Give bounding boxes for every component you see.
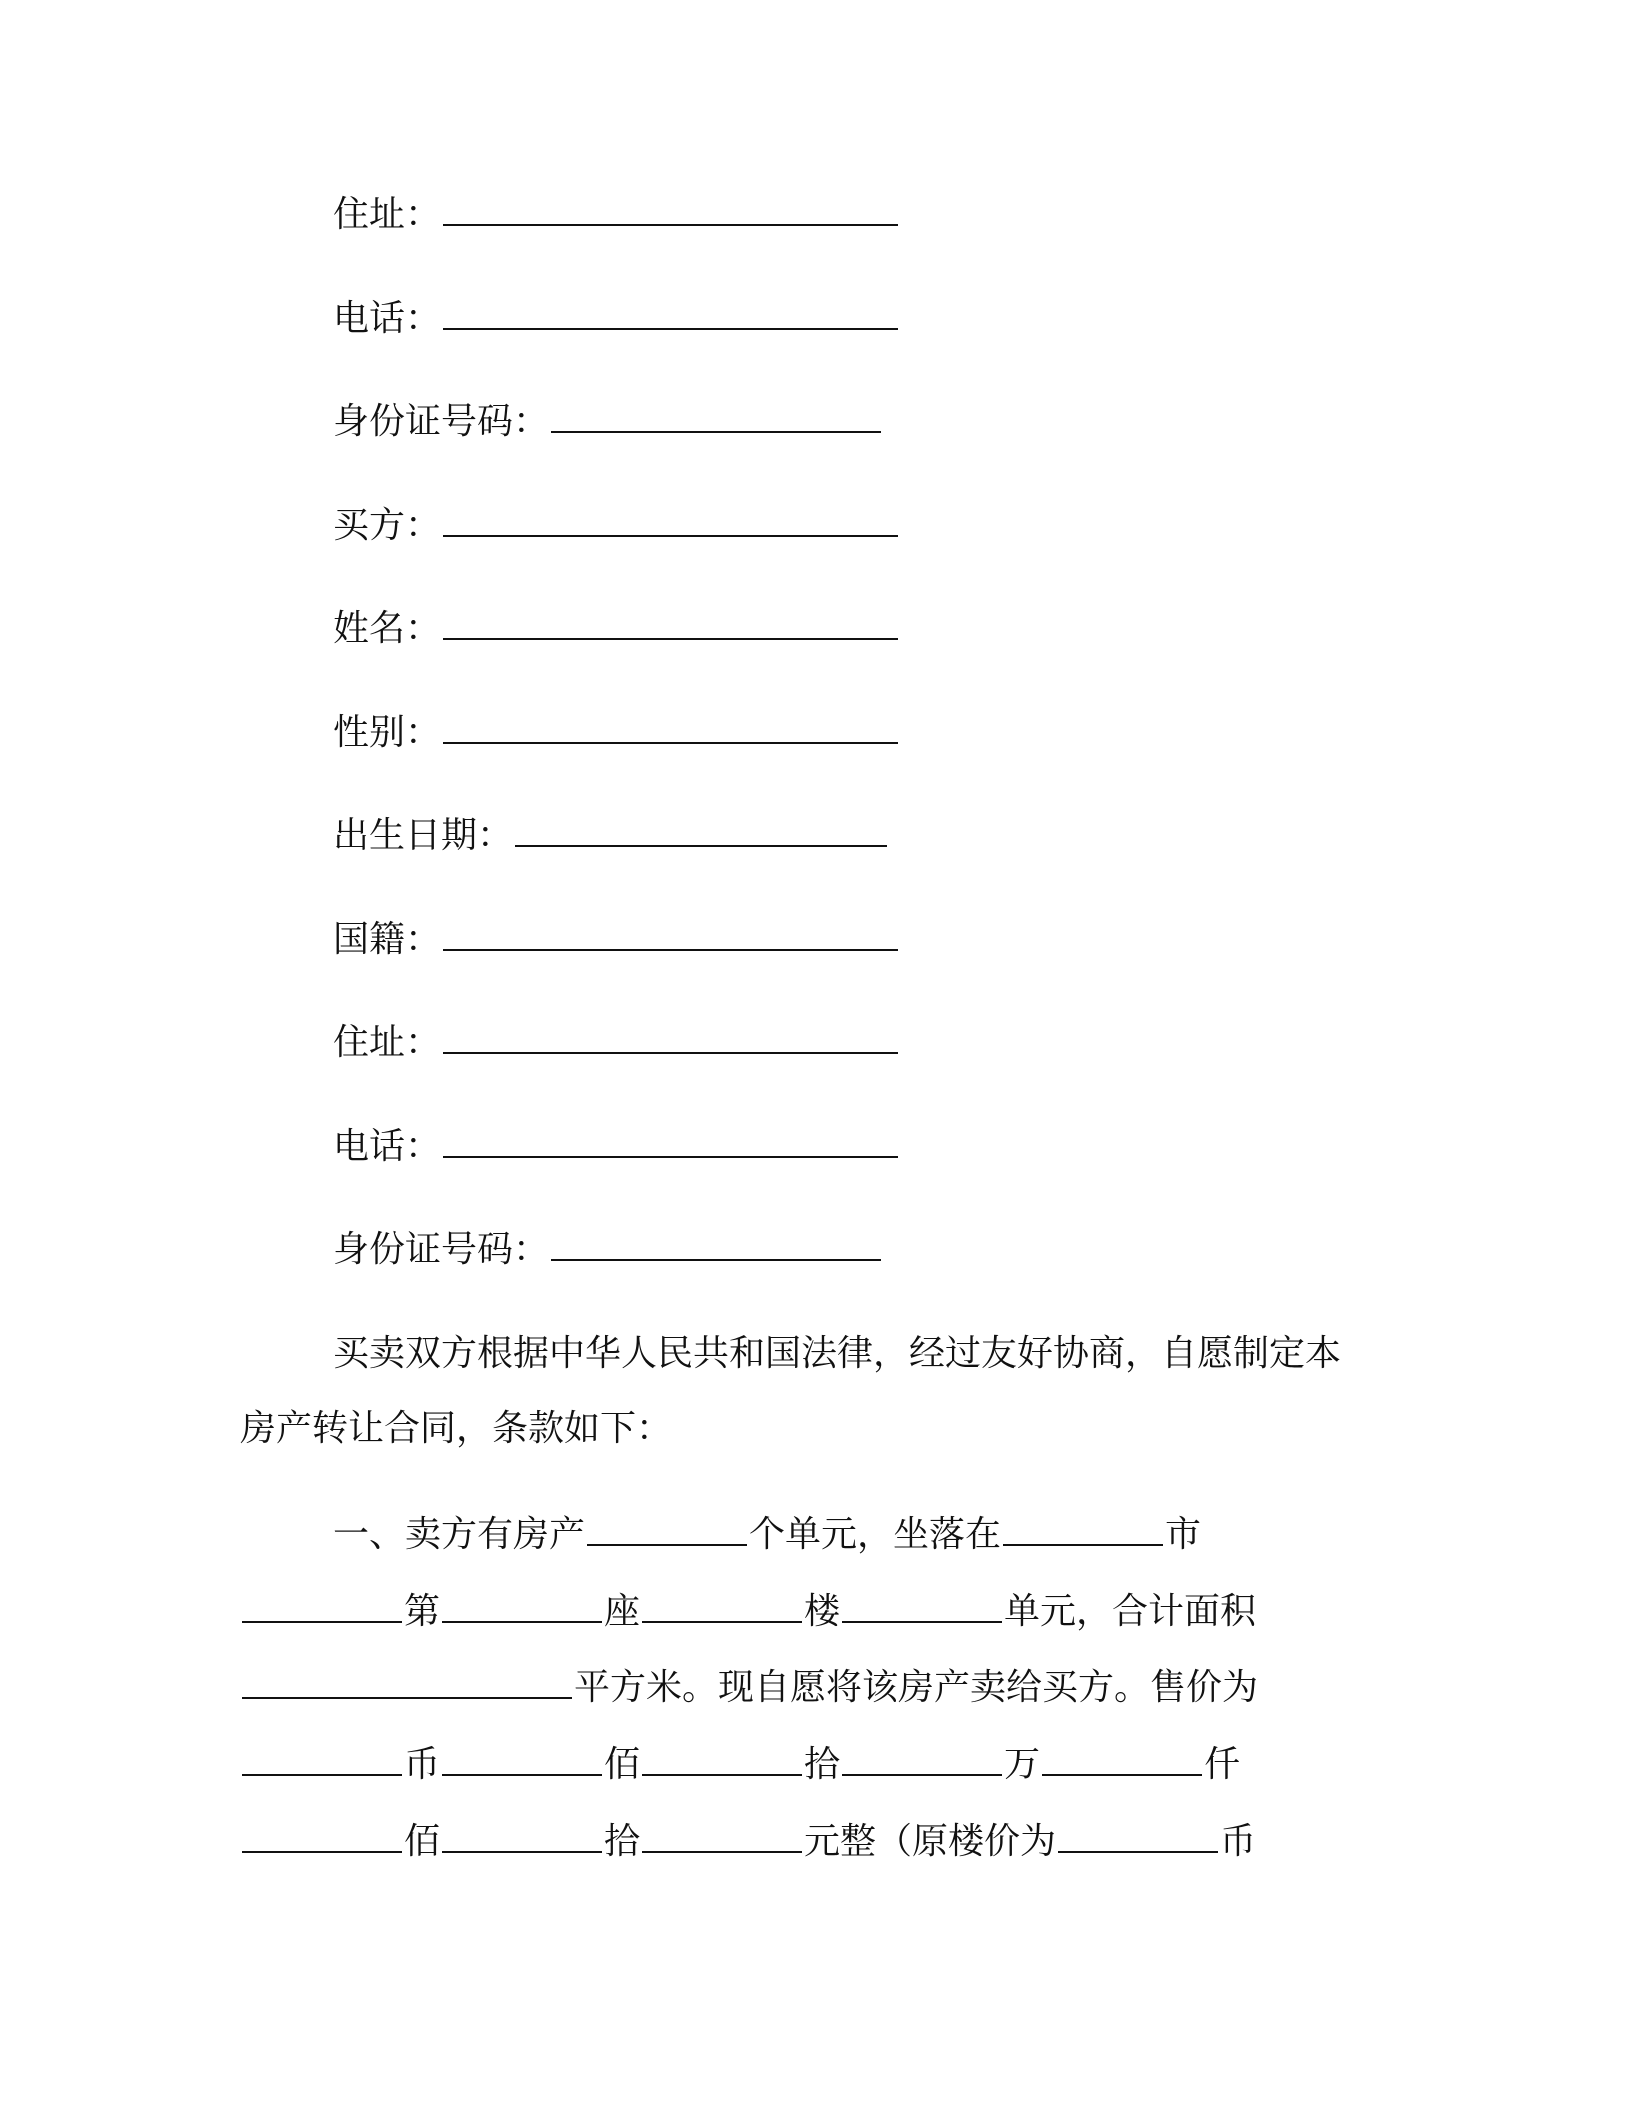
field-label: 电话： [333,1126,442,1167]
clause-1-line-4 [240,1741,1240,1789]
blank-line [842,1744,1002,1776]
field-label: 住址： [333,1022,442,1063]
blank-line [443,608,898,640]
clause-1-line-1 [333,1511,1201,1559]
field-label: 国籍： [333,919,442,960]
field-label: 住址： [333,194,442,235]
clause-text: 币 [404,1744,441,1785]
field-label: 电话： [333,298,442,339]
intro-paragraph-line-1 [333,1330,1341,1378]
blank-line [515,815,887,847]
blank-line [442,1821,602,1853]
clause-text: 佰 [404,1821,441,1862]
blank-line [443,194,898,226]
id-number-field-2 [333,1226,883,1274]
blank-line [587,1514,747,1546]
blank-line [242,1821,402,1853]
blank-line [242,1667,572,1699]
clause-text: 元整（原楼价为 [804,1821,1057,1862]
field-label: 身份证号码： [333,1229,550,1270]
field-label: 姓名： [333,608,442,649]
blank-line [443,505,898,537]
blank-line [551,401,881,433]
clause-text: 第 [404,1591,441,1632]
clause-text: 座 [604,1591,641,1632]
blank-line [642,1744,802,1776]
blank-line [442,1744,602,1776]
phone-field-1 [333,295,900,343]
blank-line [242,1591,402,1623]
clause-text: 佰 [604,1744,641,1785]
clause-text: 市 [1165,1514,1202,1555]
blank-line [1003,1514,1163,1546]
name-field [333,605,900,653]
blank-line [443,1022,898,1054]
blank-line [242,1744,402,1776]
blank-line [443,298,898,330]
blank-line [551,1229,881,1261]
clause-text: 楼 [804,1591,841,1632]
address-field-1 [333,191,900,239]
field-label: 买方： [333,505,442,546]
clause-text: 币 [1220,1821,1257,1862]
clause-1-line-2 [240,1588,1256,1636]
clause-text: 一、卖方有房产 [333,1514,586,1555]
field-label: 身份证号码： [333,401,550,442]
clause-text: 拾 [604,1821,641,1862]
clause-1-line-3 [240,1664,1258,1712]
clause-text: 个单元，坐落在 [749,1514,1002,1555]
birth-date-field [333,812,889,860]
blank-line [642,1821,802,1853]
intro-paragraph-line-2 [240,1405,672,1453]
blank-line [842,1591,1002,1623]
blank-line [1058,1821,1218,1853]
clause-text: 仟 [1204,1744,1241,1785]
phone-field-2 [333,1123,900,1171]
gender-field [333,709,900,757]
clause-text: 万 [1004,1744,1041,1785]
buyer-field [333,502,900,550]
blank-line [443,712,898,744]
clause-1-line-5 [240,1818,1256,1866]
clause-text: 平方米。现自愿将该房产卖给买方。售价为 [574,1667,1259,1708]
paragraph-text: 房产转让合同，条款如下： [240,1408,673,1449]
id-number-field-1 [333,398,883,446]
address-field-2 [333,1019,900,1067]
clause-text: 单元，合计面积 [1004,1591,1257,1632]
clause-text: 拾 [804,1744,841,1785]
blank-line [1042,1744,1202,1776]
field-label: 性别： [333,712,442,753]
blank-line [642,1591,802,1623]
paragraph-text: 买卖双方根据中华人民共和国法律，经过友好协商，自愿制定本 [333,1333,1342,1374]
blank-line [443,1126,898,1158]
field-label: 出生日期： [333,815,514,856]
nationality-field [333,916,900,964]
blank-line [442,1591,602,1623]
blank-line [443,919,898,951]
